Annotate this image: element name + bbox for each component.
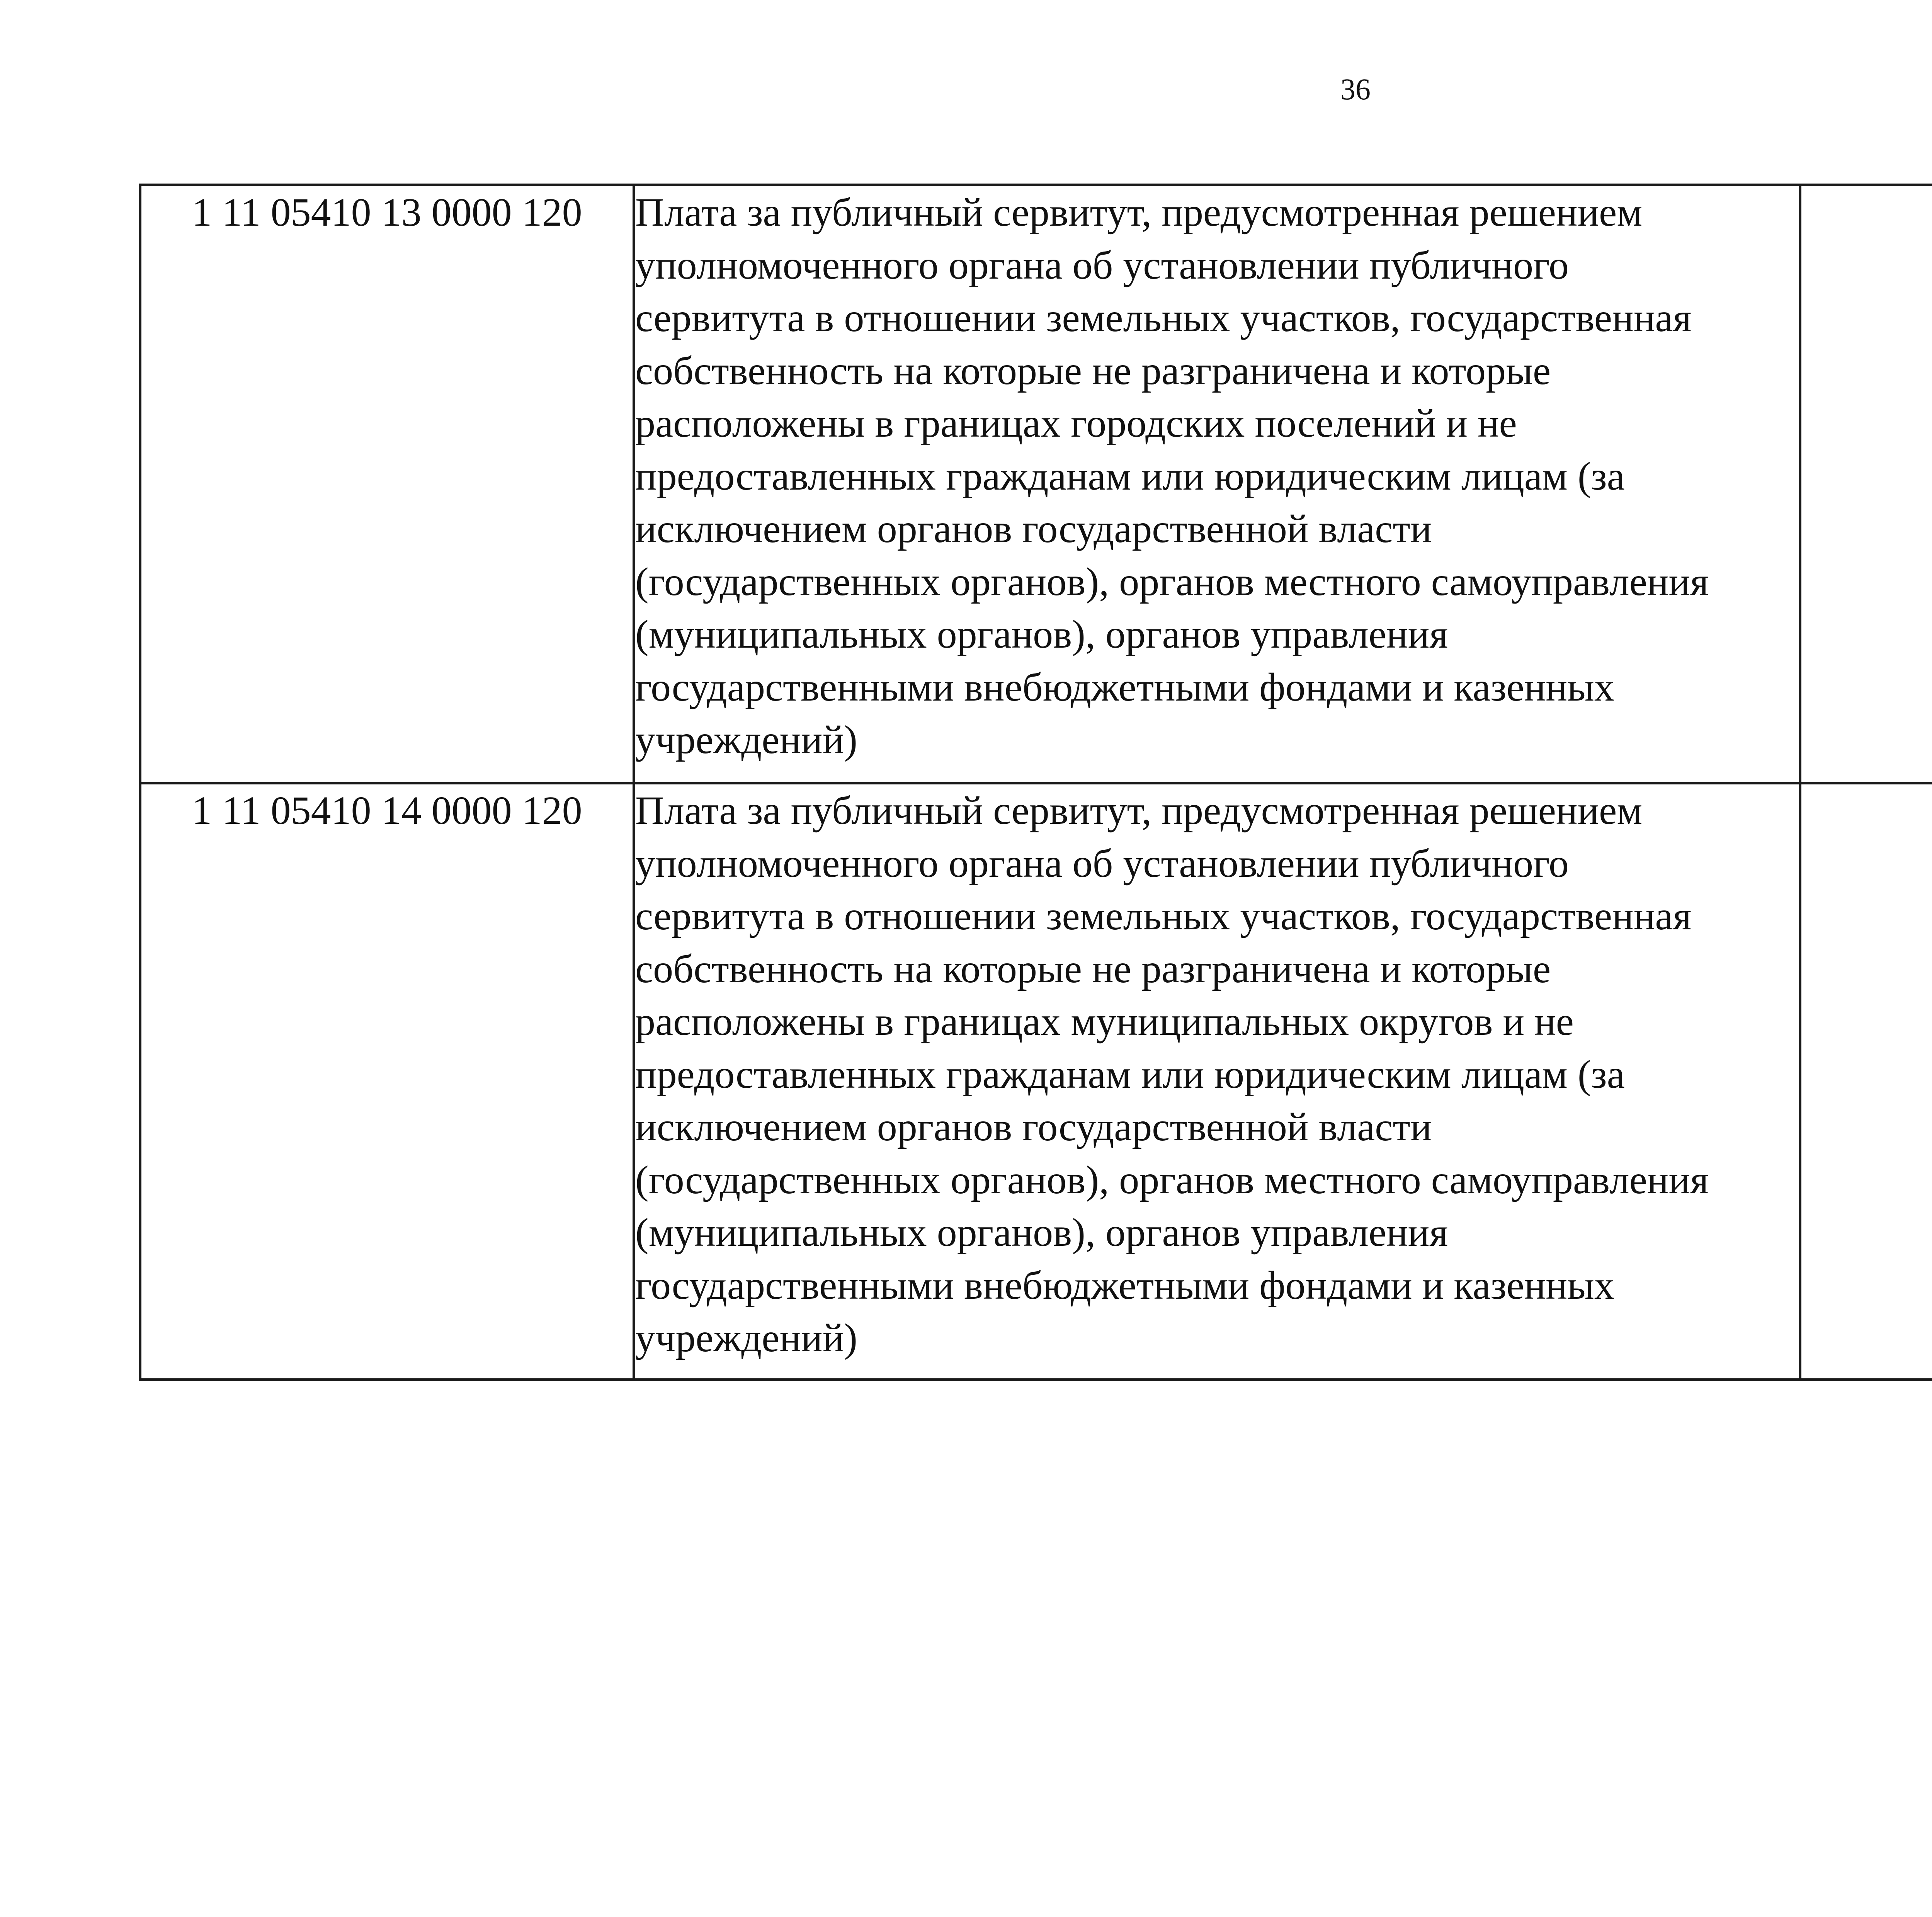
description-line: уполномоченного органа об установлении публичного [635, 841, 1569, 886]
description-line: Плата за публичный сервитут, предусмотренная решением [635, 788, 1643, 833]
budget-revenue-table [139, 184, 1932, 1381]
description-line: государственными внебюджетными фондами и казенных [635, 1263, 1614, 1308]
value-cell [1800, 185, 1932, 783]
description-line: предоставленных гражданам или юридическим лицам (за [635, 1052, 1625, 1097]
description-line: государственными внебюджетными фондами и казенных [635, 665, 1614, 709]
description-line: уполномоченного органа об установлении публичного [635, 243, 1569, 287]
description-line: (государственных органов), органов местного самоуправления [635, 559, 1709, 604]
description-line: исключением органов государственной власти [635, 1105, 1432, 1149]
value-cell [1800, 783, 1932, 1380]
budget-code-cell: 1 11 05410 14 0000 120 [140, 783, 634, 1380]
page-number: 36 [1340, 72, 1371, 106]
table-row [140, 185, 1932, 783]
budget-code-cell: 1 11 05410 13 0000 120 [140, 185, 634, 783]
description-line: (муниципальных органов), органов управления [635, 612, 1448, 657]
description-line: сервитута в отношении земельных участков, государственная [635, 894, 1692, 938]
description-line: учреждений) [635, 718, 857, 762]
description-line: Плата за публичный сервитут, предусмотренная решением [635, 190, 1643, 235]
description-line: расположены в границах муниципальных округов и не [635, 999, 1574, 1044]
description-line: (государственных органов), органов местного самоуправления [635, 1157, 1709, 1202]
description-cell [634, 783, 1800, 1380]
description-line: учреждений) [635, 1316, 857, 1360]
description-line: расположены в границах городских поселений и не [635, 401, 1517, 446]
description-cell [634, 185, 1800, 783]
description-line: собственность на которые не разграничена и которые [635, 348, 1551, 393]
description-line: исключением органов государственной власти [635, 507, 1432, 551]
description-line: (муниципальных органов), органов управления [635, 1210, 1448, 1255]
description-line: предоставленных гражданам или юридическим лицам (за [635, 454, 1625, 498]
table-row [140, 783, 1932, 1380]
description-line: сервитута в отношении земельных участков, государственная [635, 296, 1692, 340]
description-line: собственность на которые не разграничена и которые [635, 946, 1551, 991]
